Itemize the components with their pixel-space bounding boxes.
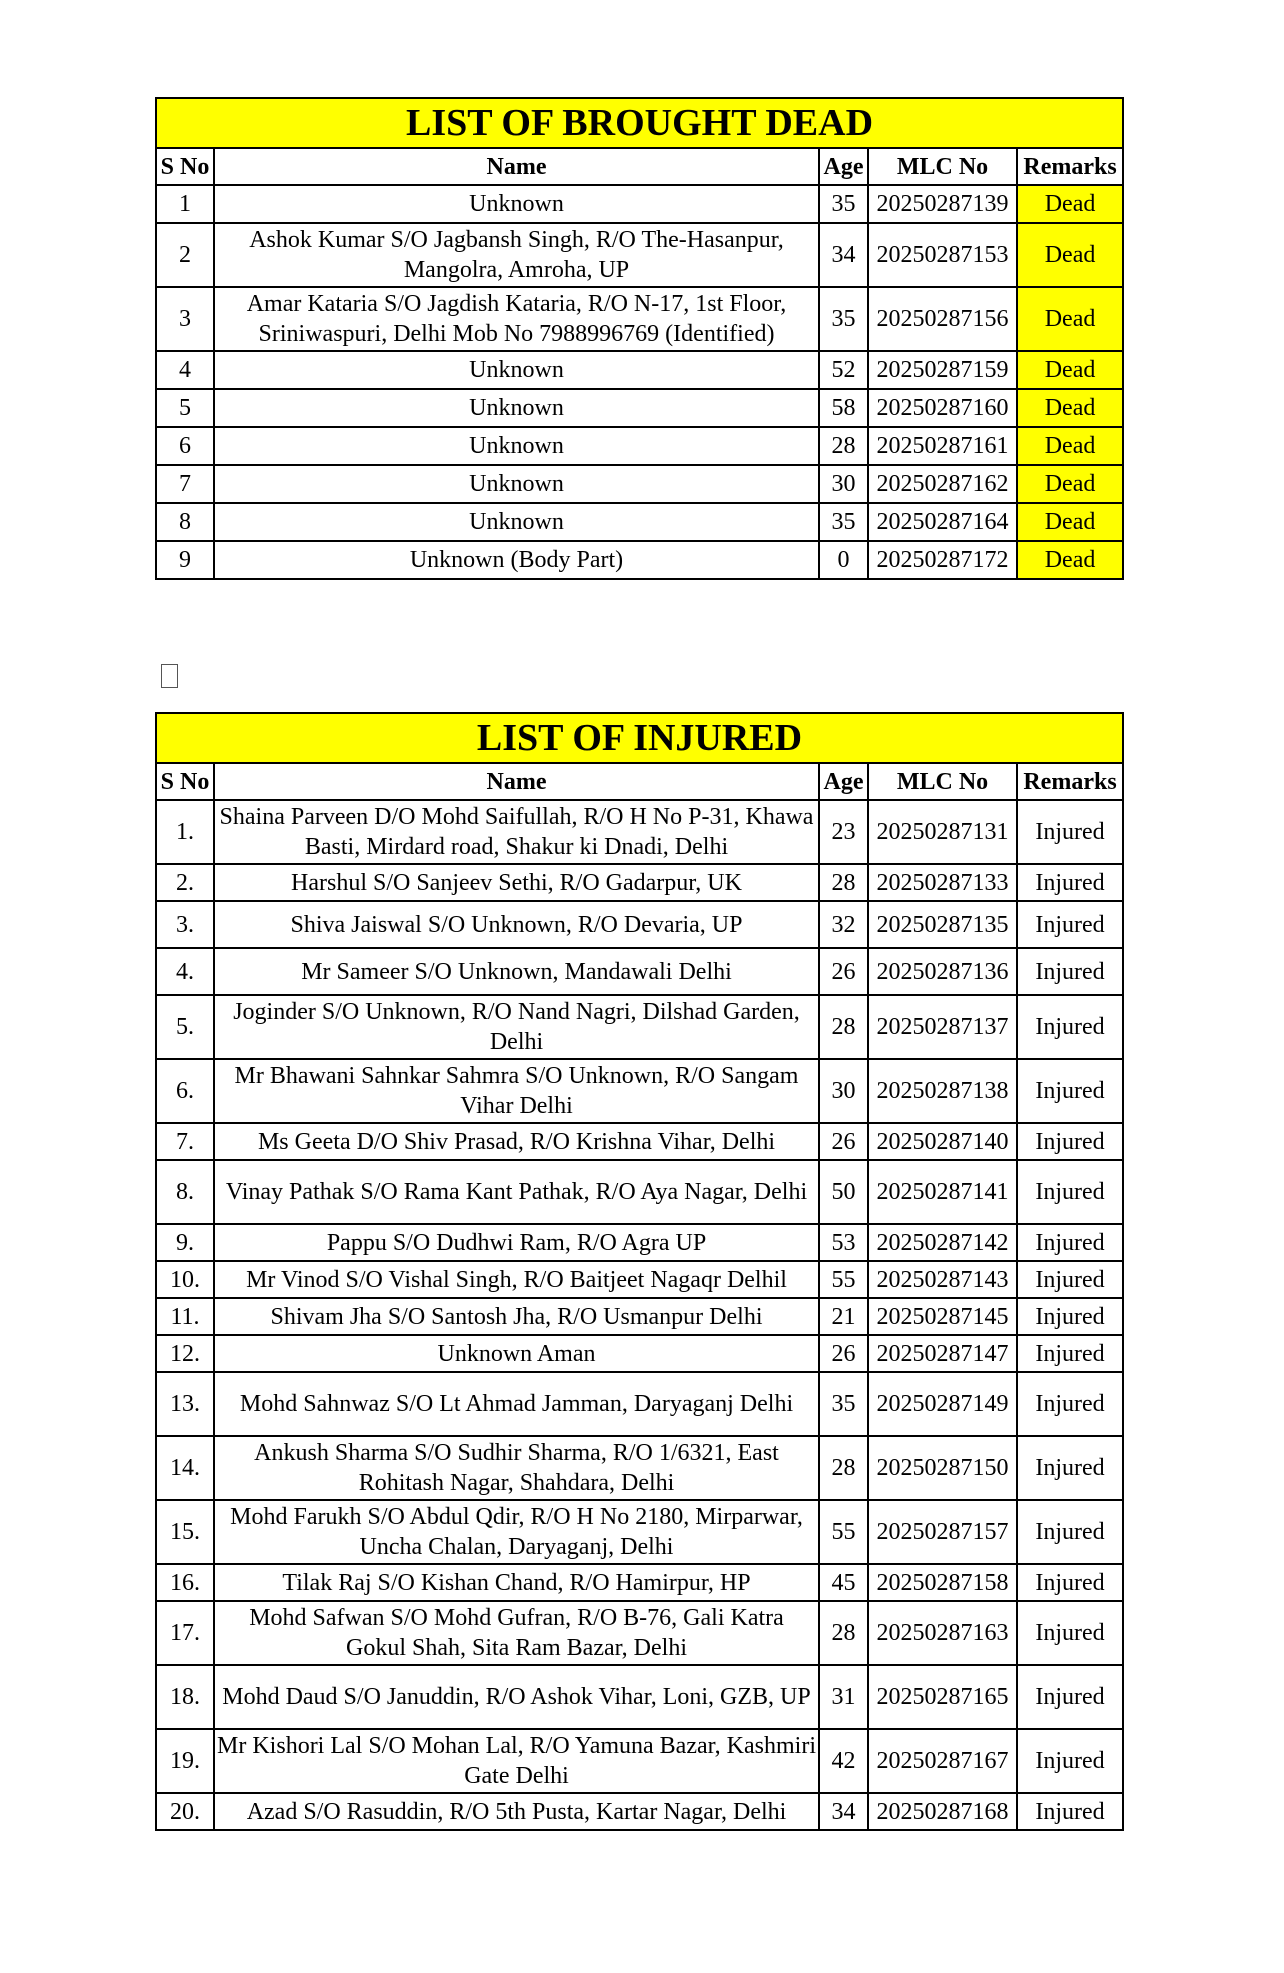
header-remarks: Remarks [1017,148,1123,185]
table-row [156,465,1123,503]
cell-remarks: Injured [1017,1793,1123,1830]
cell-remarks: Injured [1017,1160,1123,1224]
cell-remarks: Injured [1017,1665,1123,1729]
cell-mlc-no: 20250287163 [868,1601,1017,1665]
cell-sno: 5 [156,389,214,427]
placeholder-box-icon [161,664,178,688]
cell-remarks: Injured [1017,864,1123,901]
cell-remarks: Injured [1017,1436,1123,1500]
injured-table [155,712,1124,1831]
cell-name: Amar Kataria S/O Jagdish Kataria, R/O N-17, 1st Floor, Sriniwaspuri, Delhi Mob No 7988996769 (Identified) [214,287,819,351]
cell-remarks: Injured [1017,800,1123,864]
cell-mlc-no: 20250287153 [868,223,1017,287]
header-sno: S No [156,763,214,800]
cell-name: Unknown [214,389,819,427]
cell-mlc-no: 20250287159 [868,351,1017,389]
cell-age: 34 [819,223,868,287]
table-row [156,223,1123,287]
cell-sno: 5. [156,995,214,1059]
cell-age: 30 [819,465,868,503]
cell-mlc-no: 20250287156 [868,287,1017,351]
cell-remarks: Dead [1017,427,1123,465]
cell-sno: 7 [156,465,214,503]
table-row [156,1123,1123,1160]
table-row [156,1261,1123,1298]
cell-name: Ashok Kumar S/O Jagbansh Singh, R/O The-Hasanpur, Mangolra, Amroha, UP [214,223,819,287]
cell-age: 0 [819,541,868,579]
header-age: Age [819,148,868,185]
cell-age: 35 [819,1372,868,1436]
cell-age: 55 [819,1500,868,1564]
table-row [156,800,1123,864]
cell-name: Mohd Daud S/O Januddin, R/O Ashok Vihar, Loni, GZB, UP [214,1665,819,1729]
cell-sno: 15. [156,1500,214,1564]
cell-sno: 8. [156,1160,214,1224]
cell-name: Joginder S/O Unknown, R/O Nand Nagri, Dilshad Garden, Delhi [214,995,819,1059]
cell-age: 31 [819,1665,868,1729]
cell-name: Azad S/O Rasuddin, R/O 5th Pusta, Kartar Nagar, Delhi [214,1793,819,1830]
cell-sno: 17. [156,1601,214,1665]
header-mlc-no: MLC No [868,148,1017,185]
cell-sno: 8 [156,503,214,541]
table-row [156,351,1123,389]
table-row [156,1500,1123,1564]
cell-age: 32 [819,901,868,948]
brought-dead-table [155,97,1124,580]
table-row [156,1224,1123,1261]
cell-sno: 9. [156,1224,214,1261]
cell-name: Ankush Sharma S/O Sudhir Sharma, R/O 1/6321, East Rohitash Nagar, Shahdara, Delhi [214,1436,819,1500]
cell-remarks: Dead [1017,185,1123,223]
cell-mlc-no: 20250287167 [868,1729,1017,1793]
cell-mlc-no: 20250287137 [868,995,1017,1059]
cell-mlc-no: 20250287141 [868,1160,1017,1224]
table-row [156,995,1123,1059]
cell-name: Unknown Aman [214,1335,819,1372]
table-row [156,287,1123,351]
cell-remarks: Injured [1017,1729,1123,1793]
cell-age: 58 [819,389,868,427]
cell-mlc-no: 20250287135 [868,901,1017,948]
cell-name: Mr Vinod S/O Vishal Singh, R/O Baitjeet Nagaqr Delhil [214,1261,819,1298]
cell-remarks: Injured [1017,901,1123,948]
cell-mlc-no: 20250287161 [868,427,1017,465]
cell-age: 28 [819,864,868,901]
cell-mlc-no: 20250287143 [868,1261,1017,1298]
table-row [156,864,1123,901]
cell-sno: 10. [156,1261,214,1298]
cell-name: Shivam Jha S/O Santosh Jha, R/O Usmanpur Delhi [214,1298,819,1335]
brought-dead-title: LIST OF BROUGHT DEAD [156,98,1123,148]
cell-mlc-no: 20250287140 [868,1123,1017,1160]
header-age: Age [819,763,868,800]
cell-age: 53 [819,1224,868,1261]
cell-age: 28 [819,995,868,1059]
cell-name: Shiva Jaiswal S/O Unknown, R/O Devaria, UP [214,901,819,948]
cell-age: 28 [819,1601,868,1665]
cell-name: Mohd Safwan S/O Mohd Gufran, R/O B-76, Gali Katra Gokul Shah, Sita Ram Bazar, Delhi [214,1601,819,1665]
cell-sno: 2. [156,864,214,901]
cell-mlc-no: 20250287131 [868,800,1017,864]
table-row [156,1160,1123,1224]
cell-name: Harshul S/O Sanjeev Sethi, R/O Gadarpur, UK [214,864,819,901]
cell-sno: 2 [156,223,214,287]
cell-sno: 14. [156,1436,214,1500]
cell-age: 23 [819,800,868,864]
cell-remarks: Dead [1017,287,1123,351]
cell-sno: 12. [156,1335,214,1372]
cell-remarks: Injured [1017,1335,1123,1372]
cell-mlc-no: 20250287136 [868,948,1017,995]
cell-name: Ms Geeta D/O Shiv Prasad, R/O Krishna Vihar, Delhi [214,1123,819,1160]
cell-age: 26 [819,948,868,995]
cell-age: 35 [819,287,868,351]
cell-remarks: Injured [1017,1059,1123,1123]
cell-mlc-no: 20250287139 [868,185,1017,223]
table-row [156,541,1123,579]
cell-remarks: Injured [1017,948,1123,995]
cell-sno: 16. [156,1564,214,1601]
cell-sno: 9 [156,541,214,579]
cell-mlc-no: 20250287133 [868,864,1017,901]
table-row [156,1436,1123,1500]
cell-mlc-no: 20250287145 [868,1298,1017,1335]
header-sno: S No [156,148,214,185]
cell-remarks: Injured [1017,1261,1123,1298]
cell-name: Unknown [214,185,819,223]
cell-sno: 18. [156,1665,214,1729]
cell-name: Mohd Farukh S/O Abdul Qdir, R/O H No 2180, Mirparwar, Uncha Chalan, Daryaganj, Delhi [214,1500,819,1564]
table-row [156,1729,1123,1793]
table-row [156,389,1123,427]
cell-age: 35 [819,503,868,541]
cell-name: Unknown [214,503,819,541]
cell-age: 26 [819,1123,868,1160]
cell-remarks: Injured [1017,1601,1123,1665]
cell-age: 55 [819,1261,868,1298]
cell-sno: 1 [156,185,214,223]
cell-mlc-no: 20250287149 [868,1372,1017,1436]
table-row [156,503,1123,541]
cell-mlc-no: 20250287172 [868,541,1017,579]
cell-remarks: Injured [1017,1298,1123,1335]
cell-sno: 11. [156,1298,214,1335]
cell-age: 35 [819,185,868,223]
table-row [156,185,1123,223]
table-row [156,1298,1123,1335]
table-row [156,1665,1123,1729]
cell-sno: 6. [156,1059,214,1123]
cell-remarks: Dead [1017,503,1123,541]
cell-name: Shaina Parveen D/O Mohd Saifullah, R/O H No P-31, Khawa Basti, Mirdard road, Shakur ki Dnadi, Delhi [214,800,819,864]
cell-remarks: Injured [1017,1564,1123,1601]
cell-mlc-no: 20250287138 [868,1059,1017,1123]
table-row [156,1564,1123,1601]
table-row [156,1335,1123,1372]
cell-age: 26 [819,1335,868,1372]
table-row [156,901,1123,948]
cell-sno: 20. [156,1793,214,1830]
cell-name: Vinay Pathak S/O Rama Kant Pathak, R/O Aya Nagar, Delhi [214,1160,819,1224]
cell-sno: 3. [156,901,214,948]
cell-remarks: Dead [1017,389,1123,427]
cell-sno: 13. [156,1372,214,1436]
cell-remarks: Dead [1017,465,1123,503]
cell-remarks: Dead [1017,541,1123,579]
cell-mlc-no: 20250287157 [868,1500,1017,1564]
cell-mlc-no: 20250287162 [868,465,1017,503]
header-remarks: Remarks [1017,763,1123,800]
cell-name: Mr Bhawani Sahnkar Sahmra S/O Unknown, R/O Sangam Vihar Delhi [214,1059,819,1123]
cell-age: 52 [819,351,868,389]
cell-name: Mr Sameer S/O Unknown, Mandawali Delhi [214,948,819,995]
cell-remarks: Injured [1017,1500,1123,1564]
cell-remarks: Dead [1017,351,1123,389]
cell-sno: 19. [156,1729,214,1793]
cell-age: 30 [819,1059,868,1123]
table-row [156,427,1123,465]
cell-mlc-no: 20250287160 [868,389,1017,427]
cell-sno: 4 [156,351,214,389]
header-name: Name [214,148,819,185]
cell-sno: 1. [156,800,214,864]
cell-sno: 4. [156,948,214,995]
cell-name: Tilak Raj S/O Kishan Chand, R/O Hamirpur, HP [214,1564,819,1601]
injured-title: LIST OF INJURED [156,713,1123,763]
cell-mlc-no: 20250287164 [868,503,1017,541]
cell-name: Unknown (Body Part) [214,541,819,579]
header-mlc-no: MLC No [868,763,1017,800]
table-row [156,948,1123,995]
cell-name: Unknown [214,351,819,389]
cell-remarks: Injured [1017,1224,1123,1261]
table-row [156,1601,1123,1665]
table-row [156,1059,1123,1123]
cell-age: 42 [819,1729,868,1793]
cell-mlc-no: 20250287142 [868,1224,1017,1261]
cell-name: Unknown [214,427,819,465]
cell-mlc-no: 20250287150 [868,1436,1017,1500]
cell-remarks: Injured [1017,1372,1123,1436]
cell-mlc-no: 20250287147 [868,1335,1017,1372]
cell-sno: 7. [156,1123,214,1160]
cell-age: 34 [819,1793,868,1830]
cell-remarks: Dead [1017,223,1123,287]
cell-mlc-no: 20250287165 [868,1665,1017,1729]
cell-age: 45 [819,1564,868,1601]
cell-sno: 3 [156,287,214,351]
cell-name: Unknown [214,465,819,503]
cell-remarks: Injured [1017,1123,1123,1160]
cell-name: Mohd Sahnwaz S/O Lt Ahmad Jamman, Daryaganj Delhi [214,1372,819,1436]
header-name: Name [214,763,819,800]
cell-age: 28 [819,427,868,465]
cell-age: 50 [819,1160,868,1224]
cell-age: 21 [819,1298,868,1335]
cell-sno: 6 [156,427,214,465]
cell-name: Mr Kishori Lal S/O Mohan Lal, R/O Yamuna Bazar, Kashmiri Gate Delhi [214,1729,819,1793]
table-row [156,1793,1123,1830]
cell-remarks: Injured [1017,995,1123,1059]
table-row [156,1372,1123,1436]
cell-name: Pappu S/O Dudhwi Ram, R/O Agra UP [214,1224,819,1261]
cell-mlc-no: 20250287168 [868,1793,1017,1830]
cell-age: 28 [819,1436,868,1500]
cell-mlc-no: 20250287158 [868,1564,1017,1601]
